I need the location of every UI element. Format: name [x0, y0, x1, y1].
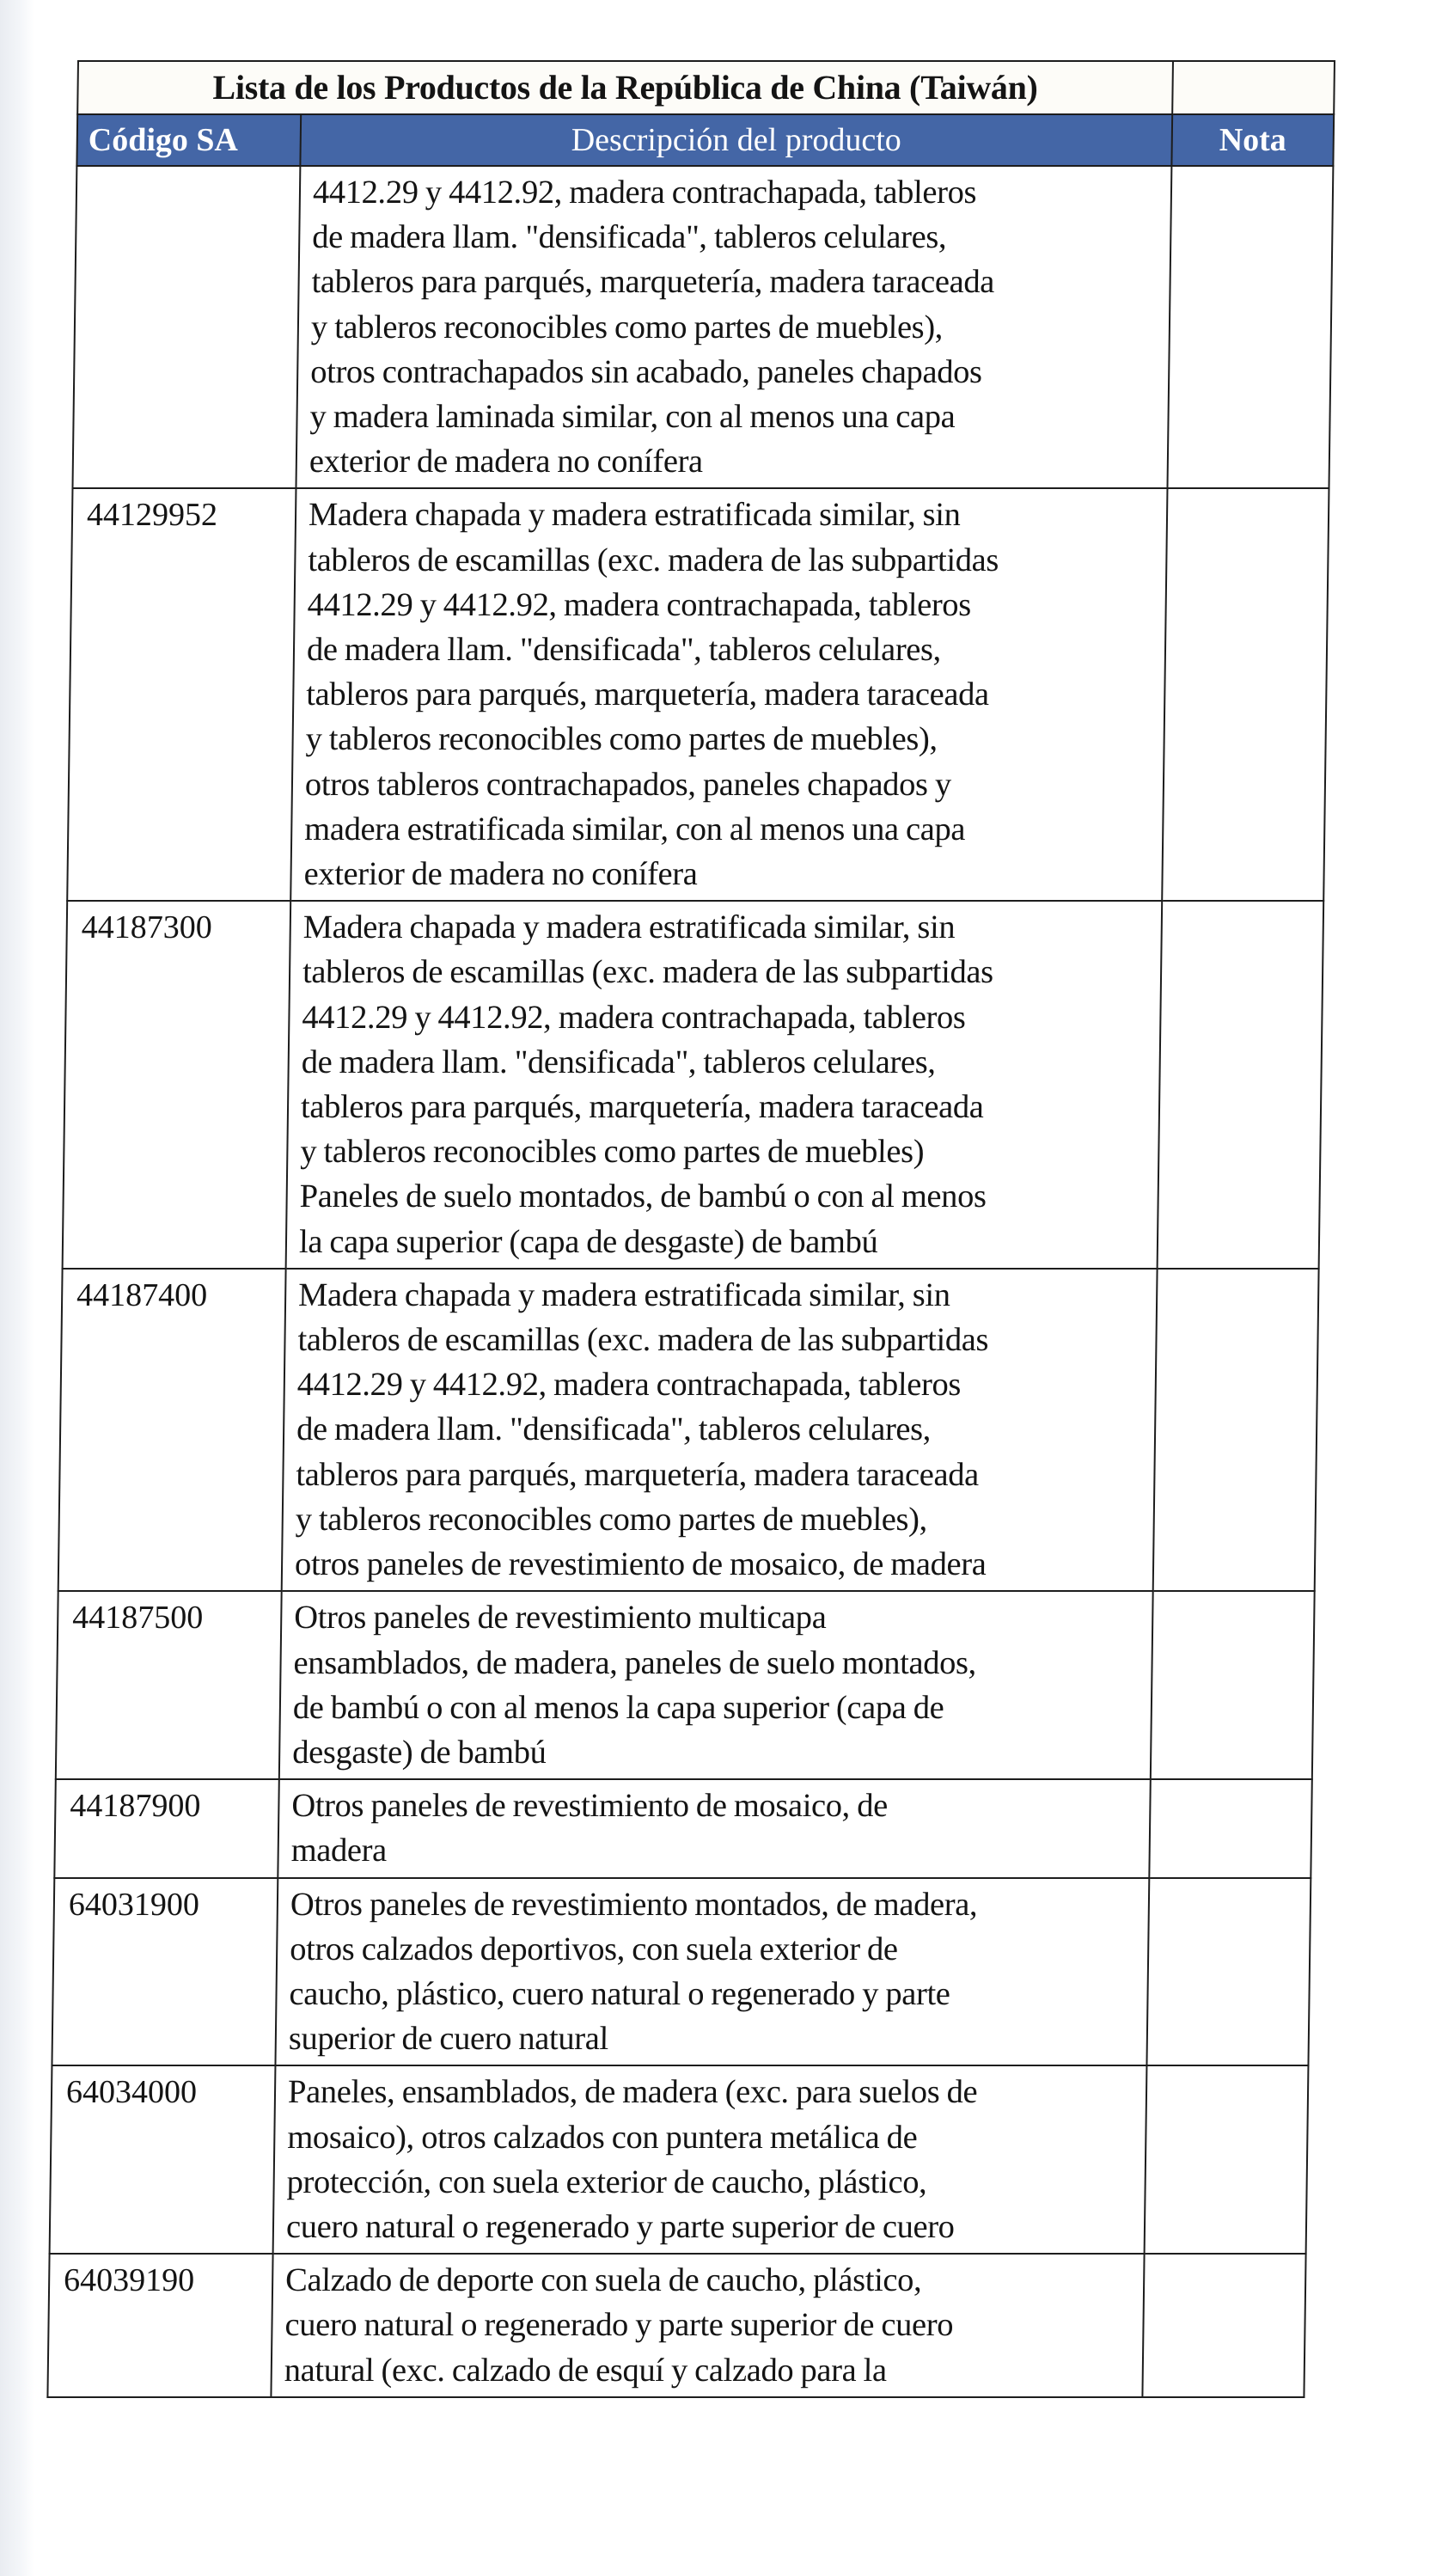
description-line: otros contrachapados sin acabado, paneles chapados — [309, 353, 982, 390]
note-cell — [1145, 2065, 1309, 2254]
description-line: 4412.29 y 4412.92, madera contrachapada, tableros — [312, 174, 977, 211]
description-line: tableros de escamillas (exc. madera de las subpartidas — [308, 542, 999, 578]
hs-code-cell: 44187500 — [56, 1591, 282, 1779]
description-line: madera — [290, 1833, 388, 1869]
note-cell — [1151, 1591, 1315, 1779]
description-line: la capa superior (capa de desgaste) de bambú — [298, 1223, 878, 1260]
description-line: 4412.29 y 4412.92, madera contrachapada, tableros — [307, 586, 972, 623]
description-line: exterior de madera no conífera — [309, 444, 704, 480]
table-row — [58, 1269, 1319, 1591]
description-line: 4412.29 y 4412.92, madera contrachapada, tableros — [296, 1367, 962, 1404]
description-line: caucho, plástico, cuero natural o regenerado y parte — [289, 1975, 950, 2012]
table-row — [56, 1591, 1315, 1779]
table-title: Lista de los Productos de la República de China (Taiwán) — [77, 61, 1173, 114]
description-line: mosaico), otros calzados con puntera metálica de — [287, 2119, 918, 2156]
description-line: Madera chapada y madera estratificada similar, sin — [302, 909, 956, 946]
description-line: 4412.29 y 4412.92, madera contrachapada, tableros — [302, 999, 966, 1036]
hs-code-cell: 44187300 — [63, 901, 291, 1269]
product-description-cell — [290, 488, 1167, 901]
table-row — [67, 488, 1329, 901]
note-cell — [1167, 166, 1333, 488]
title-note-cell — [1172, 61, 1335, 114]
description-line: otros tableros contrachapados, paneles chapados y — [304, 766, 952, 803]
product-description-cell — [286, 901, 1163, 1269]
description-line: y tableros reconocibles como partes de muebles) — [300, 1134, 925, 1171]
product-description-cell — [296, 166, 1171, 488]
product-description-cell — [271, 2254, 1144, 2397]
description-line: y tableros reconocibles como partes de muebles), — [295, 1501, 928, 1538]
hs-code-cell: 44187900 — [54, 1779, 278, 1877]
description-line: Paneles, ensamblados, de madera (exc. para suelos de — [287, 2074, 978, 2111]
table-row — [72, 166, 1333, 488]
table-row — [47, 2254, 1305, 2397]
description-line: tableros para parqués, marquetería, madera taraceada — [306, 676, 990, 713]
product-description-cell — [273, 2065, 1147, 2254]
description-line: tableros para parqués, marquetería, madera taraceada — [296, 1456, 980, 1493]
description-line: de madera llam. "densificada", tableros celulares, — [296, 1411, 932, 1448]
description-line: cuero natural o regenerado y parte superior de cuero — [285, 2208, 955, 2245]
table-row — [50, 2065, 1309, 2254]
table-title-row — [77, 61, 1335, 114]
description-line: tableros de escamillas (exc. madera de las subpartidas — [302, 954, 994, 991]
description-line: natural (exc. calzado de esquí y calzado para la — [284, 2352, 888, 2389]
hs-code-cell: 64034000 — [50, 2065, 276, 2254]
hs-code-cell — [72, 166, 300, 488]
description-line: ensamblados, de madera, paneles de suelo montados, — [293, 1644, 977, 1681]
note-cell — [1146, 1878, 1311, 2066]
description-line: Otros paneles de revestimiento de mosaico, de — [291, 1788, 889, 1825]
note-cell — [1162, 488, 1329, 901]
description-line: Madera chapada y madera estratificada similar, sin — [308, 497, 961, 534]
description-line: desgaste) de bambú — [291, 1734, 547, 1771]
note-cell — [1149, 1779, 1311, 1877]
description-line: Paneles de suelo montados, de bambú o con al menos — [299, 1178, 987, 1215]
table-header-row — [76, 114, 1334, 166]
description-line: de bambú o con al menos la capa superior (capa de — [292, 1689, 944, 1726]
description-line: Calzado de deporte con suela de caucho, plástico, — [284, 2262, 922, 2299]
hs-code-cell: 44129952 — [67, 488, 296, 901]
product-list-table — [46, 60, 1335, 2398]
column-header-note: Nota — [1171, 114, 1334, 166]
description-line: tableros para parqués, marquetería, madera taraceada — [300, 1089, 984, 1126]
hs-code-cell: 64039190 — [47, 2254, 272, 2397]
description-line: y tableros reconocibles como partes de muebles), — [310, 309, 944, 346]
note-cell — [1142, 2254, 1305, 2397]
description-line: Madera chapada y madera estratificada similar, sin — [297, 1276, 950, 1313]
description-line: de madera llam. "densificada", tableros celulares, — [312, 219, 947, 256]
product-description-cell — [279, 1591, 1153, 1779]
hs-code-cell: 64031900 — [52, 1878, 278, 2066]
column-header-code: Código SA — [76, 114, 301, 166]
description-line: superior de cuero natural — [288, 2021, 609, 2058]
table-row — [52, 1878, 1311, 2066]
description-line: madera estratificada similar, con al menos una capa — [304, 811, 966, 847]
description-line: y tableros reconocibles como partes de muebles), — [305, 721, 938, 758]
description-line: otros calzados deportivos, con suela exterior de — [289, 1930, 898, 1967]
description-line: Otros paneles de revestimiento montados, de madera, — [290, 1886, 978, 1923]
description-line: de madera llam. "densificada", tableros celulares, — [301, 1043, 936, 1080]
description-line: Otros paneles de revestimiento multicapa — [294, 1600, 827, 1637]
product-description-cell — [282, 1269, 1158, 1591]
description-line: tableros de escamillas (exc. madera de las subpartidas — [297, 1322, 989, 1359]
description-line: tableros para parqués, marquetería, madera taraceada — [311, 264, 995, 301]
note-cell — [1158, 901, 1324, 1269]
product-description-cell — [275, 1878, 1149, 2066]
product-description-cell — [278, 1779, 1150, 1877]
page-edge-shadow — [0, 0, 34, 2576]
description-line: protección, con suela exterior de caucho, plástico, — [286, 2163, 927, 2200]
column-header-description: Descripción del producto — [300, 114, 1172, 166]
table-row — [54, 1779, 1311, 1877]
description-line: otros paneles de revestimiento de mosaico, de madera — [294, 1546, 987, 1583]
hs-code-cell: 44187400 — [58, 1269, 286, 1591]
note-cell — [1153, 1269, 1319, 1591]
table-row — [63, 901, 1324, 1269]
description-line: y madera laminada similar, con al menos una capa — [309, 399, 956, 436]
description-line: de madera llam. "densificada", tableros celulares, — [306, 632, 942, 669]
description-line: cuero natural o regenerado y parte superior de cuero — [284, 2307, 954, 2344]
description-line: exterior de madera no conífera — [303, 856, 698, 893]
